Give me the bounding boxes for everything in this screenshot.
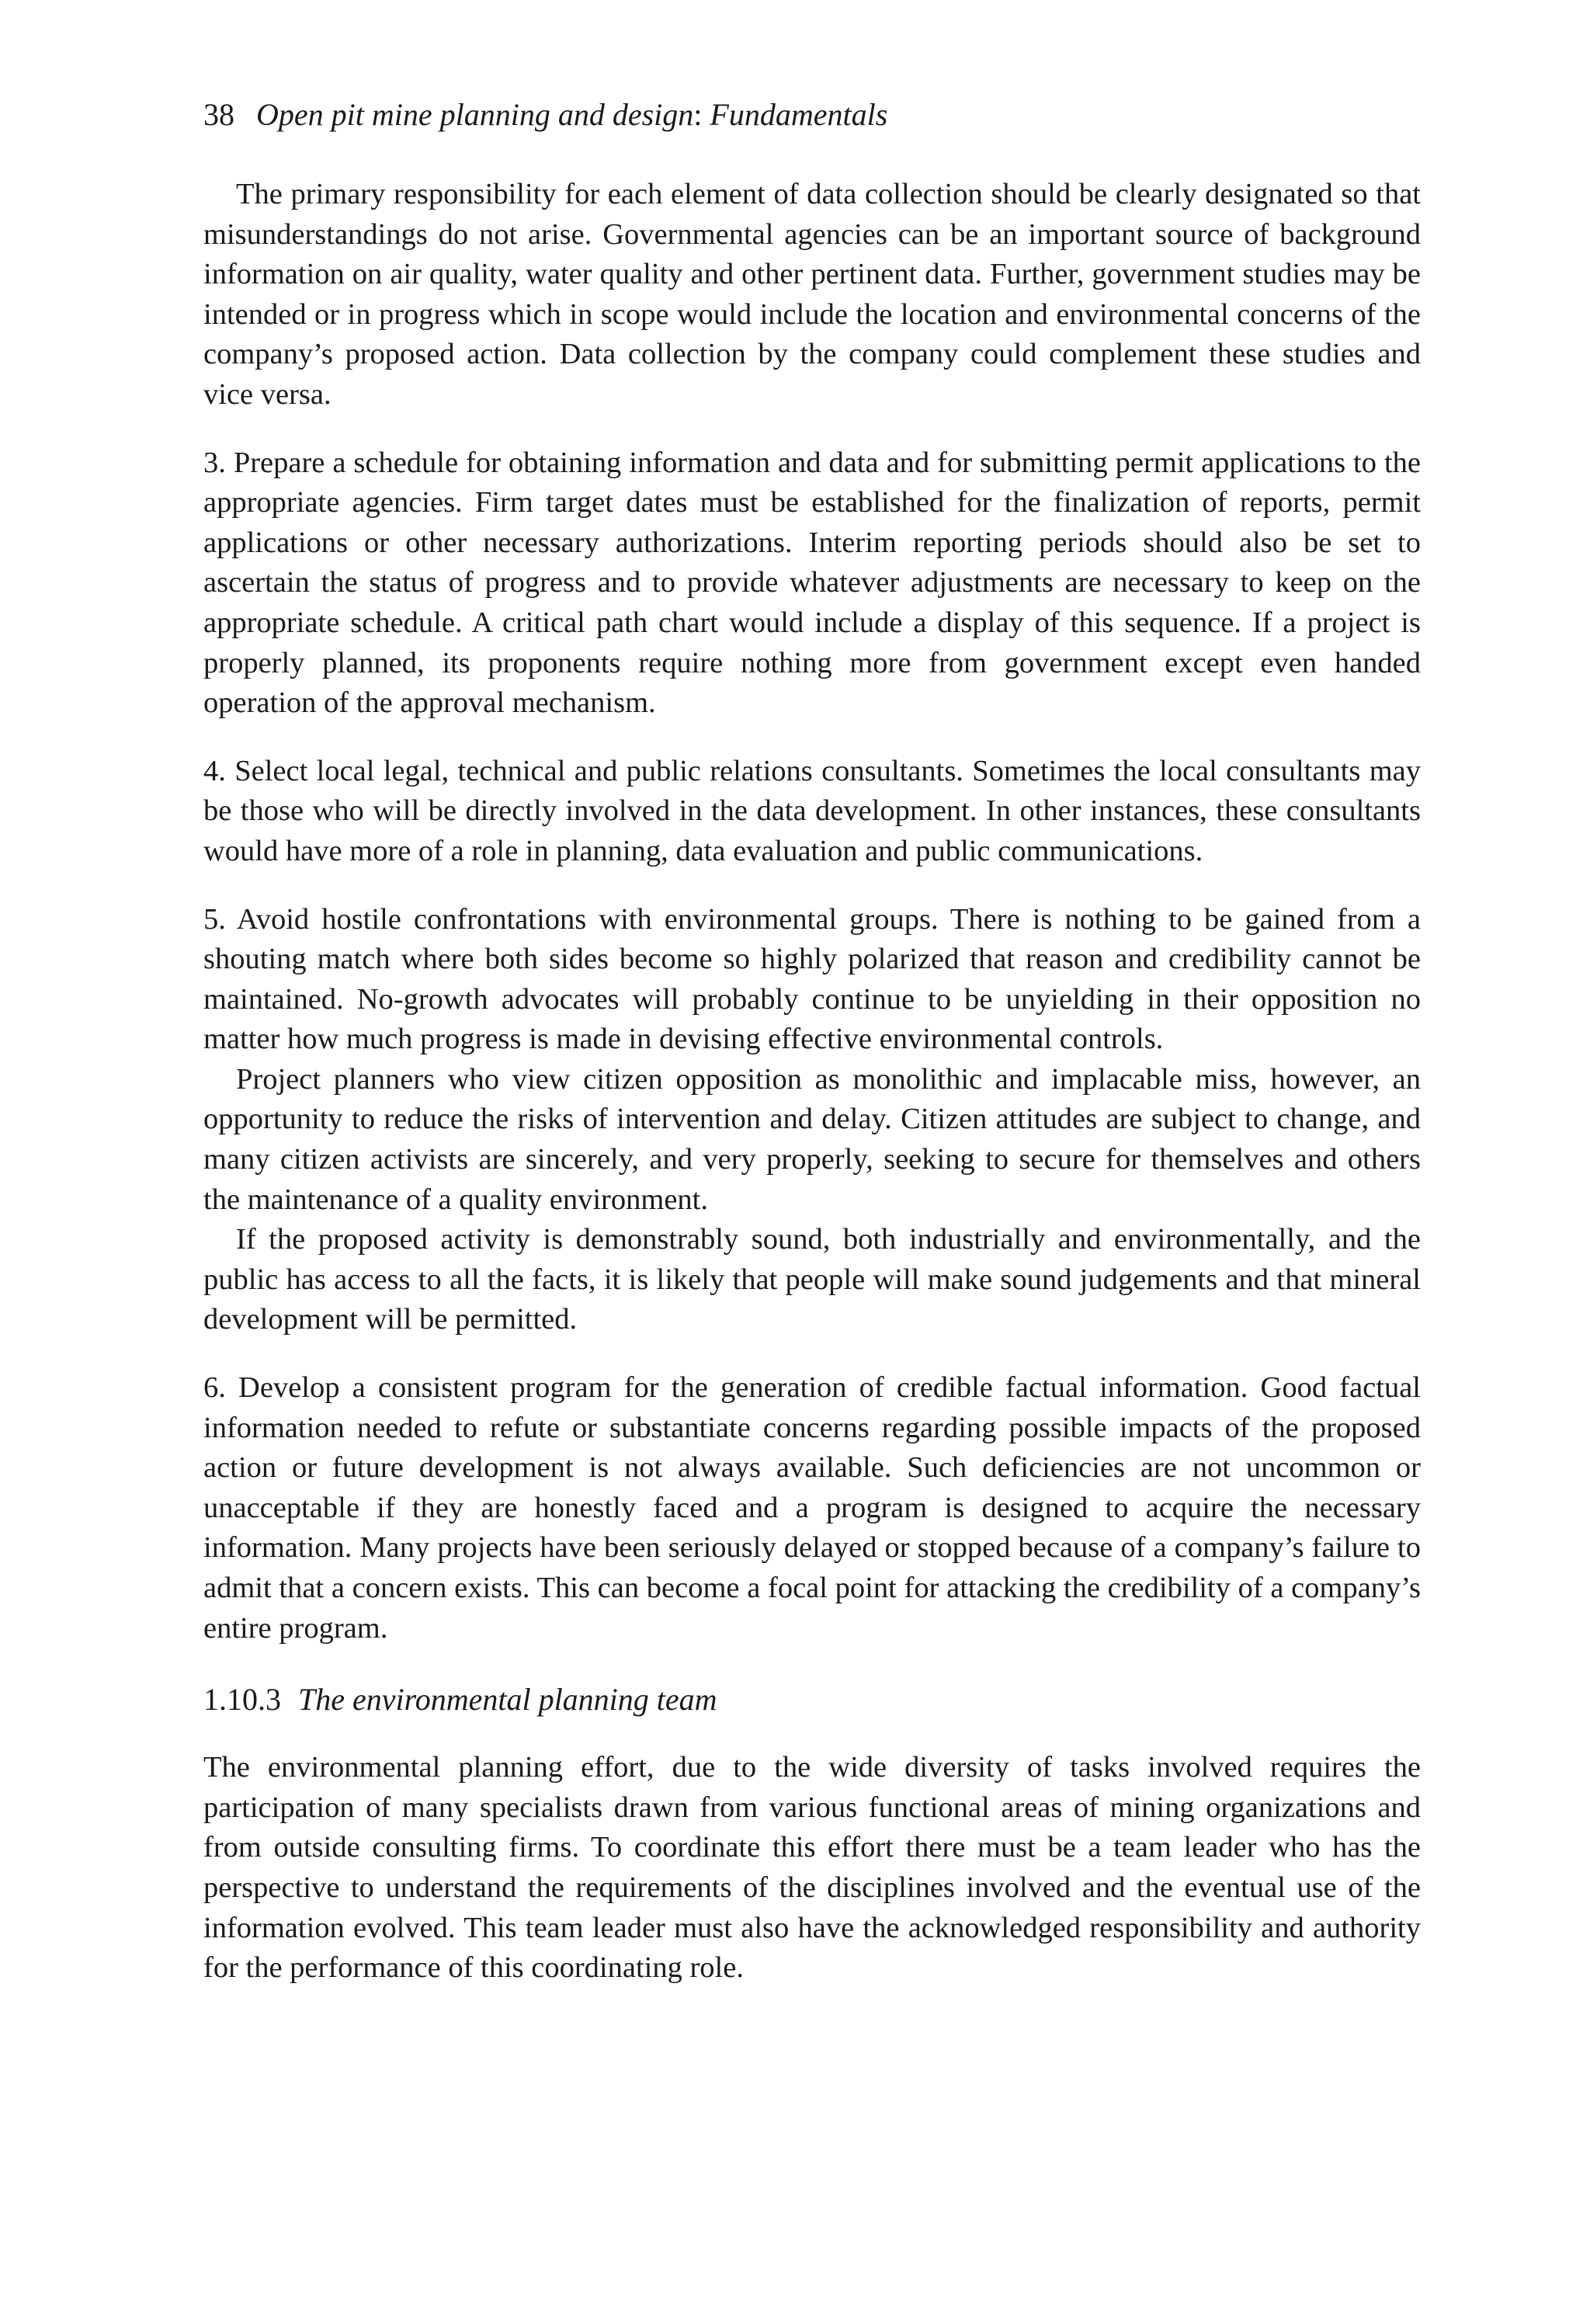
paragraph: The primary responsibility for each element of data collection should be clearly designated so that misunderstandings do not arise. Governmental agencies can be an important source of background information on air quality, water quality and other pertinent data. Further, government studies may be intended or in progress which in scope would include the location and environmental concerns of the company’s proposed action. Data collection by the company could complement these studies and vice versa. <box>203 178 1421 411</box>
document-page <box>203 0 1421 2324</box>
list-item-3: 3. Prepare a schedule for obtaining information and data and for submitting permit applications to the appropriate agencies. Firm target dates must be established for the finalization of reports, permit applications or other necessary authorizations. Interim reporting periods should also be set to ascertain the status of progress and to provide whatever adjustments are necessary to keep on the appropriate schedule. A critical path chart would include a display of this sequence. If a project is properly planned, its proponents require nothing more from government except even handed operation of the approval mechanism. <box>203 446 1421 720</box>
paragraph: The environmental planning effort, due to the wide diversity of tasks involved requires the participation of many specialists drawn from various functional areas of mining organizations and from outside consulting firms. To coordinate this effort there must be a team leader who has the perspective to understand the requirements of the disciplines involved and the eventual use of the information evolved. This team leader must also have the acknowledged responsibility and authority for the performance of this coordinating role. <box>203 1751 1421 1985</box>
list-item-4: 4. Select local legal, technical and public relations consultants. Sometimes the local consultants may be those who will be directly involved in the data development. In other instances, these consultants would have more of a role in planning, data evaluation and public communications. <box>203 754 1421 867</box>
section-heading <box>203 1680 1421 1720</box>
page-number: 38 <box>203 97 234 132</box>
section-number: 1.10.3 <box>203 1682 281 1718</box>
paragraph: If the proposed activity is demonstrably sound, both industrially and environmentally, and the public has access to all the facts, it is likely that people will make sound judgements and that mineral development will be permitted. <box>203 1223 1421 1336</box>
section-title: The environmental planning team <box>298 1682 717 1718</box>
body-text <box>203 175 1421 1989</box>
running-head <box>203 95 887 135</box>
paragraph: Project planners who view citizen opposition as monolithic and implacable miss, however, an opportunity to reduce the risks of intervention and delay. Citizen attitudes are subject to change, and many citizen activists are sincerely, and very properly, seeking to secure for themselves and others the maintenance of a quality environment. <box>203 1062 1421 1216</box>
book-subtitle: Fundamentals <box>710 97 888 132</box>
list-item-6: 6. Develop a consistent program for the generation of credible factual information. Good factual information needed to refute or substantiate concerns regarding possible impacts of the proposed action or future development is not always available. Such deficiencies are not uncommon or unacceptable if they are honestly faced and a program is designed to acquire the necessary information. Many projects have been seriously delayed or stopped because of a company’s failure to admit that a concern exists. This can become a focal point for attacking the credibility of a company’s entire program. <box>203 1371 1421 1645</box>
book-title: Open pit mine planning and design <box>256 97 694 132</box>
list-item-5: 5. Avoid hostile confrontations with environmental groups. There is nothing to be gained from a shouting match where both sides become so highly polarized that reason and credibility cannot be maintained. No-growth advocates will probably continue to be unyielding in their opposition no matter how much progress is made in devising effective environmental controls. <box>203 902 1421 1056</box>
title-separator: : <box>693 97 703 132</box>
